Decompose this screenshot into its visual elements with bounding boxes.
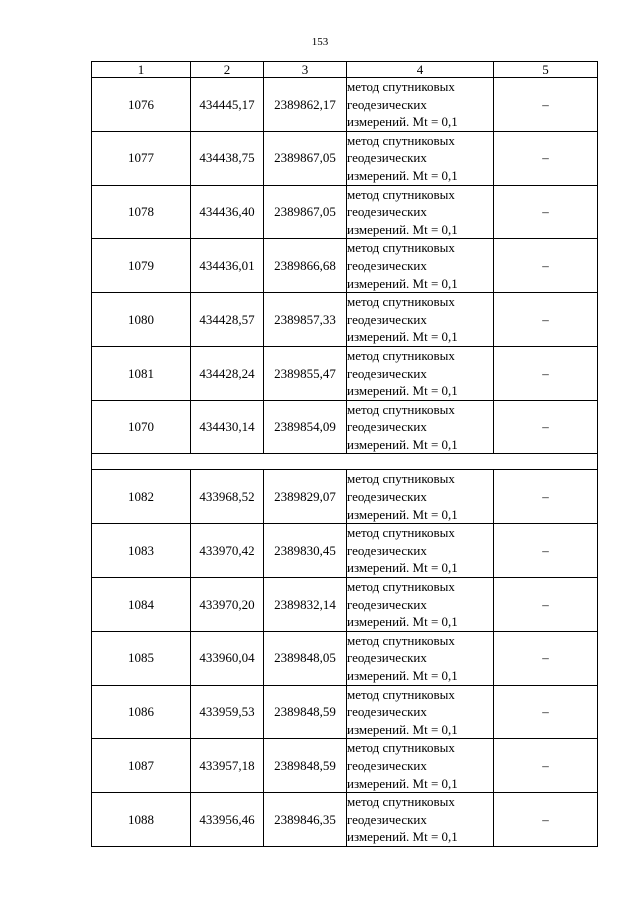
method-line: измерений. Mt = 0,1: [347, 329, 458, 345]
method-cell: [347, 793, 494, 847]
method-line: измерений. Mt = 0,1: [347, 668, 458, 683]
method-line: геодезических: [347, 150, 427, 166]
point-number-cell: 1086: [92, 685, 191, 739]
coordinate-y-cell: 2389846,35: [264, 793, 347, 847]
method-line: метод спутниковых: [347, 632, 455, 648]
method-line: метод спутниковых: [347, 794, 455, 810]
coordinate-x-cell: 433970,42: [191, 524, 264, 578]
note-cell: –: [494, 685, 598, 739]
method-cell: [347, 470, 494, 524]
coordinate-y-cell: 2389862,17: [264, 78, 347, 132]
table-row: [92, 293, 598, 347]
method-line: метод спутниковых: [347, 740, 455, 756]
method-cell: [347, 524, 494, 578]
point-number-cell: 1085: [92, 631, 191, 685]
coordinate-y-cell: 2389832,14: [264, 578, 347, 632]
header-cell-5: 5: [494, 62, 598, 78]
coordinate-x-cell: 433959,53: [191, 685, 264, 739]
table-row: [92, 793, 598, 847]
note-cell: –: [494, 239, 598, 293]
method-line: измерений. Mt = 0,1: [347, 114, 458, 130]
method-cell: [347, 131, 494, 185]
coordinate-x-cell: 433960,04: [191, 631, 264, 685]
table-row: [92, 578, 598, 632]
coordinates-table: [91, 61, 598, 847]
coordinate-x-cell: 433968,52: [191, 470, 264, 524]
method-line: геодезических: [347, 365, 427, 381]
method-cell: [347, 631, 494, 685]
table-row: [92, 685, 598, 739]
point-number-cell: 1080: [92, 293, 191, 347]
coordinate-y-cell: 2389867,05: [264, 131, 347, 185]
separator-row: [92, 454, 598, 470]
method-line: измерений. Mt = 0,1: [347, 167, 458, 183]
table-body: [92, 78, 598, 847]
coordinate-x-cell: 434430,14: [191, 400, 264, 454]
method-line: метод спутниковых: [347, 79, 455, 94]
method-cell: [347, 78, 494, 132]
method-line: измерений. Mt = 0,1: [347, 829, 458, 845]
point-number-cell: 1083: [92, 524, 191, 578]
method-line: геодезических: [347, 811, 427, 827]
header-cell-3: 3: [264, 62, 347, 78]
method-line: измерений. Mt = 0,1: [347, 436, 458, 452]
method-line: геодезических: [347, 257, 427, 273]
coordinate-y-cell: 2389867,05: [264, 185, 347, 239]
method-line: геодезических: [347, 542, 427, 558]
note-cell: –: [494, 793, 598, 847]
point-number-cell: 1082: [92, 470, 191, 524]
coordinate-x-cell: 434436,40: [191, 185, 264, 239]
method-line: измерений. Mt = 0,1: [347, 221, 458, 237]
coordinate-x-cell: 434438,75: [191, 131, 264, 185]
method-line: измерений. Mt = 0,1: [347, 775, 458, 791]
method-cell: [347, 346, 494, 400]
method-line: геодезических: [347, 650, 427, 666]
method-line: геодезических: [347, 419, 427, 435]
method-cell: [347, 185, 494, 239]
note-cell: –: [494, 78, 598, 132]
separator-cell: [92, 454, 598, 470]
header-cell-4: 4: [347, 62, 494, 78]
method-line: измерений. Mt = 0,1: [347, 383, 458, 399]
note-cell: –: [494, 346, 598, 400]
coordinate-x-cell: 433956,46: [191, 793, 264, 847]
note-cell: –: [494, 185, 598, 239]
point-number-cell: 1087: [92, 739, 191, 793]
table-row: [92, 78, 598, 132]
coordinate-y-cell: 2389830,45: [264, 524, 347, 578]
method-line: измерений. Mt = 0,1: [347, 506, 458, 522]
point-number-cell: 1084: [92, 578, 191, 632]
coordinate-y-cell: 2389829,07: [264, 470, 347, 524]
coordinate-x-cell: 433970,20: [191, 578, 264, 632]
method-cell: [347, 685, 494, 739]
coordinate-y-cell: 2389855,47: [264, 346, 347, 400]
coordinate-x-cell: 434428,24: [191, 346, 264, 400]
table-row: [92, 400, 598, 454]
method-cell: [347, 400, 494, 454]
point-number-cell: 1076: [92, 78, 191, 132]
method-line: измерений. Mt = 0,1: [347, 614, 458, 630]
note-cell: –: [494, 578, 598, 632]
header-row: [92, 62, 598, 78]
table-row: [92, 524, 598, 578]
coordinate-y-cell: 2389866,68: [264, 239, 347, 293]
coordinate-y-cell: 2389848,05: [264, 631, 347, 685]
table-row: [92, 346, 598, 400]
table-row: [92, 185, 598, 239]
method-cell: [347, 239, 494, 293]
table-row: [92, 739, 598, 793]
note-cell: –: [494, 470, 598, 524]
method-line: метод спутниковых: [347, 132, 455, 148]
method-line: измерений. Mt = 0,1: [347, 560, 458, 576]
coordinate-x-cell: 434428,57: [191, 293, 264, 347]
method-line: геодезических: [347, 311, 427, 327]
note-cell: –: [494, 131, 598, 185]
table-row: [92, 631, 598, 685]
method-cell: [347, 739, 494, 793]
method-line: метод спутниковых: [347, 525, 455, 541]
method-line: метод спутниковых: [347, 686, 455, 702]
note-cell: –: [494, 400, 598, 454]
method-line: геодезических: [347, 704, 427, 720]
method-line: измерений. Mt = 0,1: [347, 275, 458, 291]
method-line: геодезических: [347, 96, 427, 112]
coordinate-x-cell: 433957,18: [191, 739, 264, 793]
method-cell: [347, 293, 494, 347]
page-number: 153: [311, 36, 329, 48]
point-number-cell: 1070: [92, 400, 191, 454]
method-line: метод спутниковых: [347, 471, 455, 487]
method-line: метод спутниковых: [347, 240, 455, 256]
coordinate-y-cell: 2389848,59: [264, 685, 347, 739]
note-cell: –: [494, 739, 598, 793]
method-line: метод спутниковых: [347, 294, 455, 310]
coordinate-y-cell: 2389854,09: [264, 400, 347, 454]
method-line: геодезических: [347, 489, 427, 505]
point-number-cell: 1088: [92, 793, 191, 847]
method-line: метод спутниковых: [347, 401, 455, 417]
table-row: [92, 470, 598, 524]
method-line: геодезических: [347, 757, 427, 773]
coordinate-y-cell: 2389857,33: [264, 293, 347, 347]
coordinate-x-cell: 434436,01: [191, 239, 264, 293]
method-line: метод спутниковых: [347, 579, 455, 595]
table-row: [92, 131, 598, 185]
table-row: [92, 239, 598, 293]
method-line: метод спутниковых: [347, 347, 455, 363]
method-line: измерений. Mt = 0,1: [347, 721, 458, 737]
note-cell: –: [494, 293, 598, 347]
method-cell: [347, 578, 494, 632]
coordinate-y-cell: 2389848,59: [264, 739, 347, 793]
point-number-cell: 1078: [92, 185, 191, 239]
note-cell: –: [494, 524, 598, 578]
coordinate-x-cell: 434445,17: [191, 78, 264, 132]
table-header: [92, 62, 598, 78]
point-number-cell: 1077: [92, 131, 191, 185]
method-line: геодезических: [347, 596, 427, 612]
point-number-cell: 1079: [92, 239, 191, 293]
point-number-cell: 1081: [92, 346, 191, 400]
header-cell-2: 2: [191, 62, 264, 78]
method-line: геодезических: [347, 204, 427, 220]
note-cell: –: [494, 631, 598, 685]
method-line: метод спутниковых: [347, 186, 455, 202]
header-cell-1: 1: [92, 62, 191, 78]
